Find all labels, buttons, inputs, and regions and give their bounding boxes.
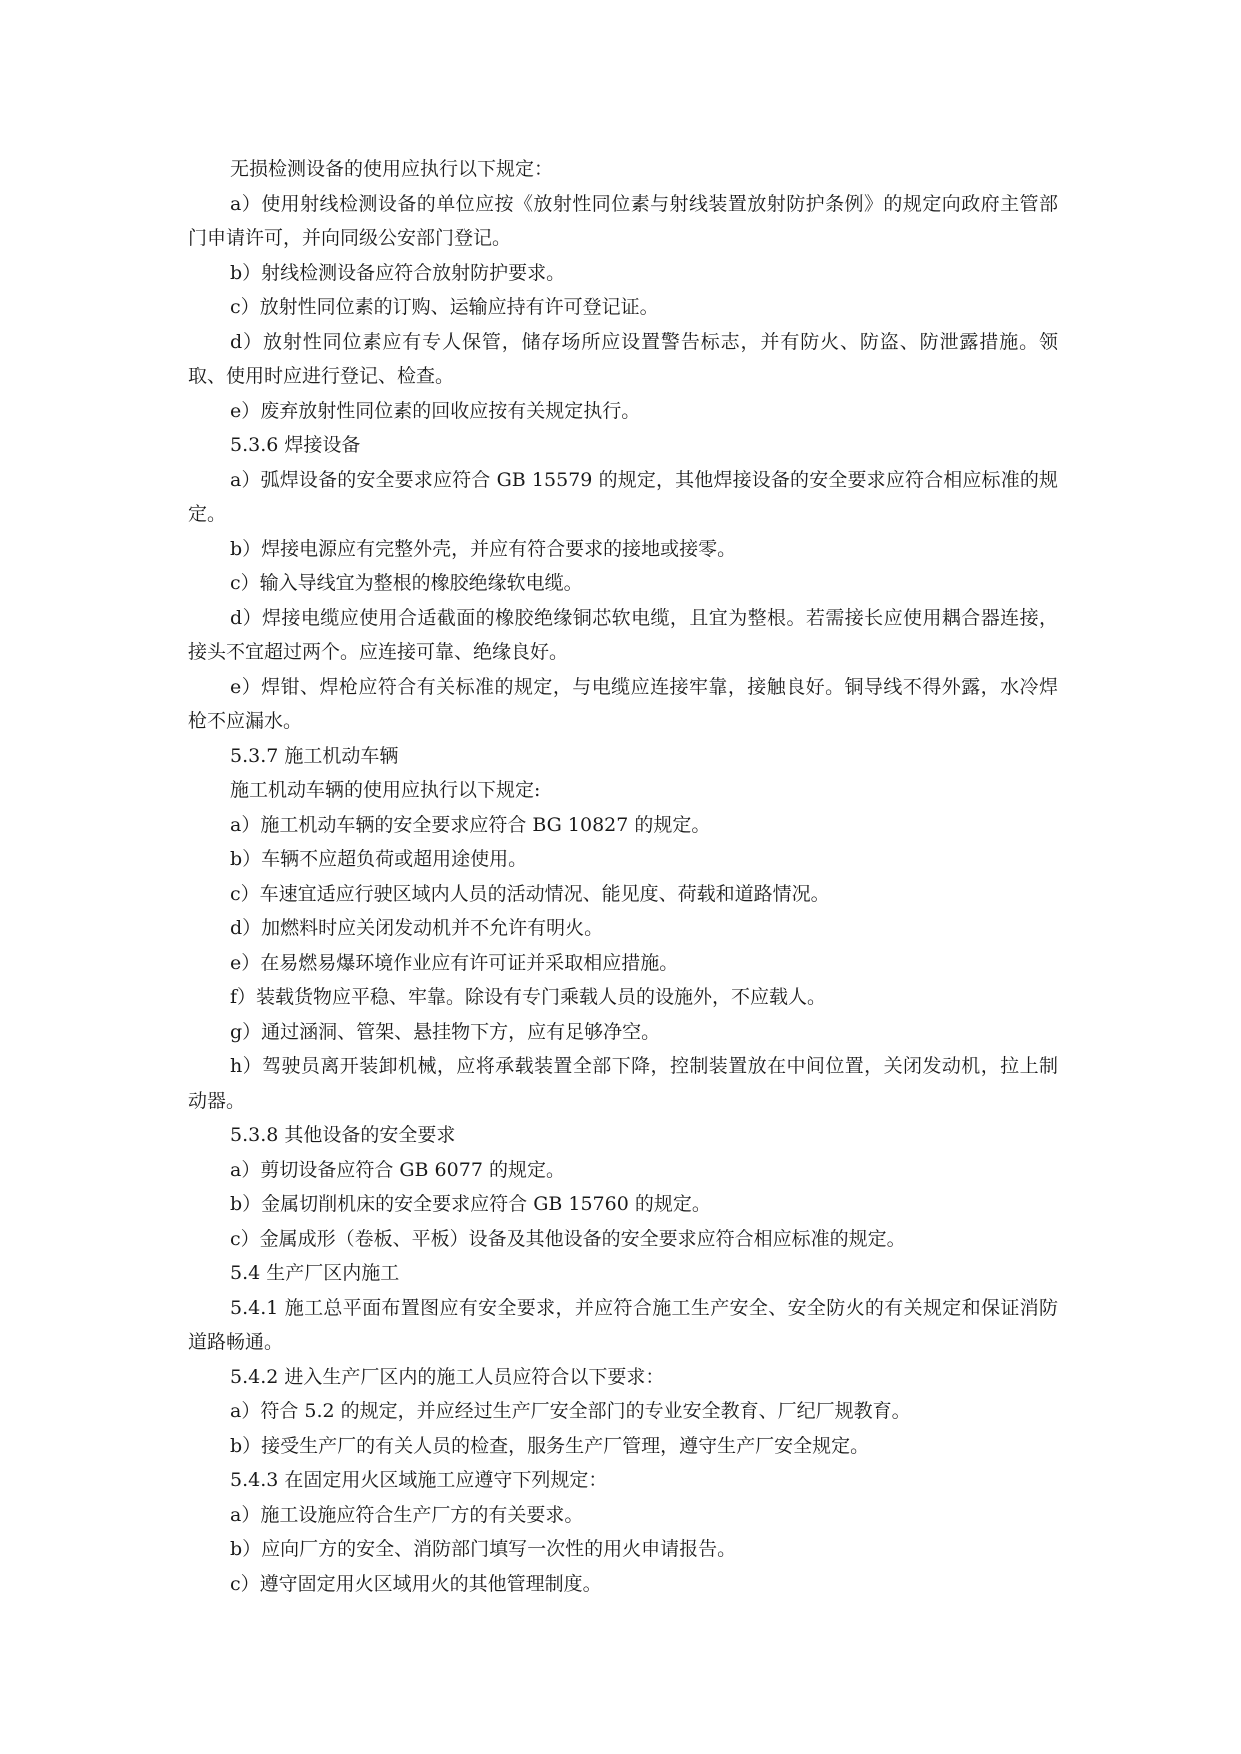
paragraph-vehicle-f: f）装载货物应平稳、牢靠。除设有专门乘载人员的设施外，不应载人。 xyxy=(230,986,827,1008)
paragraph-ndt-intro: 无损检测设备的使用应执行以下规定： xyxy=(230,158,554,180)
paragraph-welding-d: d）焊接电缆应使用合适截面的橡胶绝缘铜芯软电缆，且宜为整根。若需接长应使用耦合器连接，接头不宜超过两个。应连接可靠、绝缘良好。 xyxy=(188,606,1058,663)
section-heading-5-3-8: 5.3.8 其他设备的安全要求 xyxy=(230,1124,456,1146)
paragraph-ndt-d: d）放射性同位素应有专人保管，储存场所应设置警告标志，并有防火、防盗、防泄露措施。领取、使用时应进行登记、检查。 xyxy=(188,330,1058,387)
paragraph-vehicle-c: c）车速宜适应行驶区域内人员的活动情况、能见度、荷载和道路情况。 xyxy=(230,882,830,905)
paragraph-5-4-3-b: b）应向厂方的安全、消防部门填写一次性的用火申请报告。 xyxy=(230,1538,737,1560)
paragraph-vehicle-g: g）通过涵洞、管架、悬挂物下方，应有足够净空。 xyxy=(230,1020,661,1043)
paragraph-welding-e: e）焊钳、焊枪应符合有关标准的规定，与电缆应连接牢靠，接触良好。铜导线不得外露，水冷焊枪不应漏水。 xyxy=(188,675,1058,732)
paragraph-other-b: b）金属切削机床的安全要求应符合 GB 15760 的规定。 xyxy=(230,1193,711,1215)
paragraph-vehicle-b: b）车辆不应超负荷或超用途使用。 xyxy=(230,848,528,870)
paragraph-ndt-a: a）使用射线检测设备的单位应按《放射性同位素与射线装置放射防护条例》的规定向政府主管部门申请许可，并向同级公安部门登记。 xyxy=(188,192,1058,249)
paragraph-ndt-e: e）废弃放射性同位素的回收应按有关规定执行。 xyxy=(230,399,641,422)
paragraph-vehicle-intro: 施工机动车辆的使用应执行以下规定: xyxy=(230,779,541,801)
section-heading-5-3-6: 5.3.6 焊接设备 xyxy=(230,434,361,456)
document-body xyxy=(188,152,1058,1601)
paragraph-vehicle-d: d）加燃料时应关闭发动机并不允许有明火。 xyxy=(230,917,604,939)
paragraph-welding-a: a）弧焊设备的安全要求应符合 GB 15579 的规定，其他焊接设备的安全要求应符合相应标准的规定。 xyxy=(188,468,1058,525)
paragraph-5-4-2-b: b）接受生产厂的有关人员的检查，服务生产厂管理，遵守生产厂安全规定。 xyxy=(230,1434,870,1457)
paragraph-other-c: c）金属成形（卷板、平板）设备及其他设备的安全要求应符合相应标准的规定。 xyxy=(230,1227,906,1250)
section-heading-5-4: 5.4 生产厂区内施工 xyxy=(230,1262,400,1284)
paragraph-5-4-3-a: a）施工设施应符合生产厂方的有关要求。 xyxy=(230,1503,584,1526)
paragraph-welding-b: b）焊接电源应有完整外壳，并应有符合要求的接地或接零。 xyxy=(230,537,737,560)
paragraph-welding-c: c）输入导线宜为整根的橡胶绝缘软电缆。 xyxy=(230,572,583,594)
paragraph-vehicle-a: a）施工机动车辆的安全要求应符合 BG 10827 的规定。 xyxy=(230,813,711,836)
paragraph-vehicle-e: e）在易燃易爆环境作业应有许可证并采取相应措施。 xyxy=(230,951,679,974)
paragraph-5-4-2: 5.4.2 进入生产厂区内的施工人员应符合以下要求： xyxy=(230,1365,665,1388)
section-heading-5-3-7: 5.3.7 施工机动车辆 xyxy=(230,744,399,767)
paragraph-ndt-b: b）射线检测设备应符合放射防护要求。 xyxy=(230,261,566,284)
paragraph-other-a: a）剪切设备应符合 GB 6077 的规定。 xyxy=(230,1158,565,1181)
paragraph-5-4-3-c: c）遵守固定用火区域用火的其他管理制度。 xyxy=(230,1572,602,1595)
paragraph-vehicle-h: h）驾驶员离开装卸机械，应将承载装置全部下降，控制装置放在中间位置，关闭发动机，拉上制动器。 xyxy=(188,1055,1058,1112)
paragraph-5-4-2-a: a）符合 5.2 的规定，并应经过生产厂安全部门的专业安全教育、厂纪厂规教育。 xyxy=(230,1400,911,1422)
paragraph-5-4-1: 5.4.1 施工总平面布置图应有安全要求，并应符合施工生产安全、安全防火的有关规定和保证消防道路畅通。 xyxy=(188,1296,1058,1353)
paragraph-ndt-c: c）放射性同位素的订购、运输应持有许可登记证。 xyxy=(230,296,659,318)
paragraph-5-4-3: 5.4.3 在固定用火区域施工应遵守下列规定： xyxy=(230,1469,608,1491)
